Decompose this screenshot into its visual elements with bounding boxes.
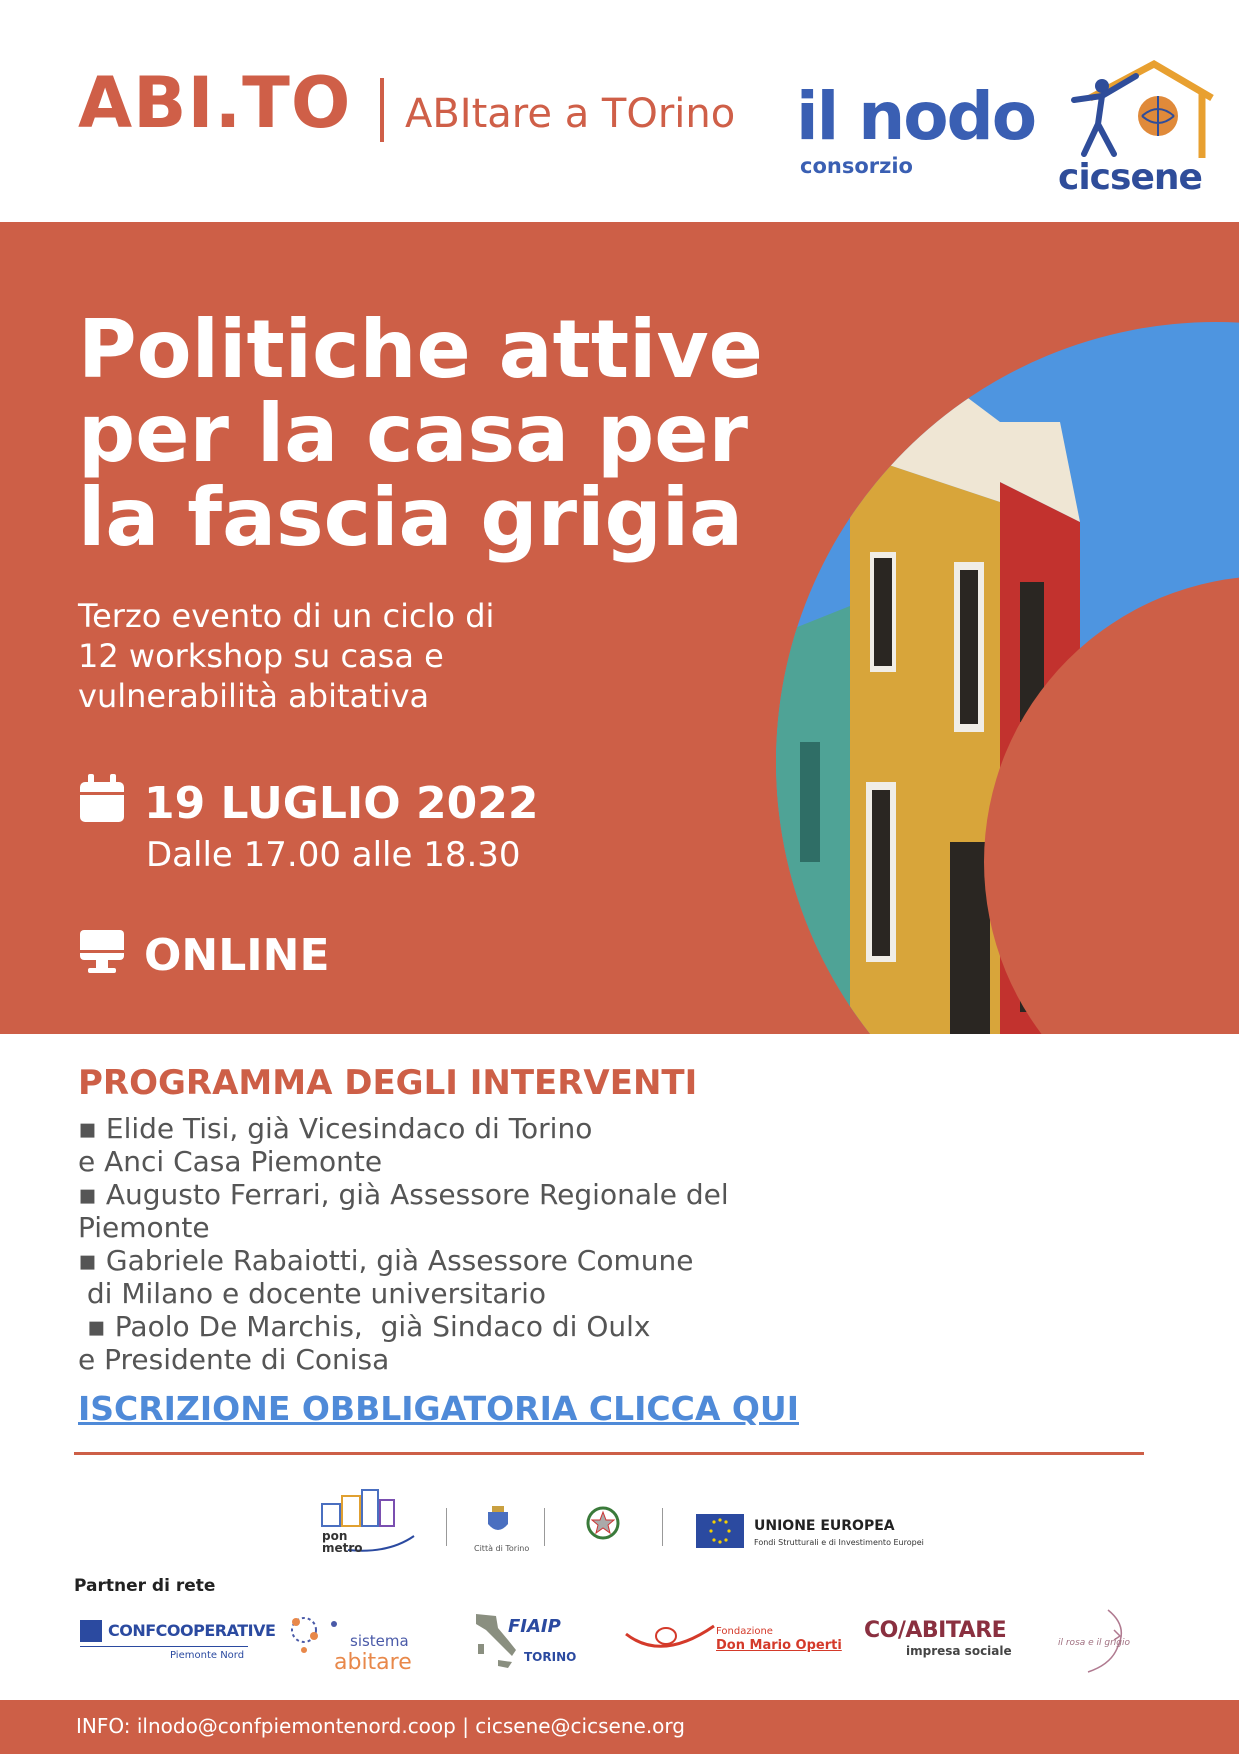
italian-republic-emblem-icon [586,1506,620,1540]
event-subtitle: Terzo evento di un ciclo di 12 workshop su casa e vulnerabilità abitativa [78,597,495,715]
header [0,0,1239,222]
speaker-line: ▪ Elide Tisi, già Vicesindaco di Torino [78,1112,593,1145]
logo-divider [662,1508,663,1546]
il-nodo-subtitle: consorzio [800,154,913,178]
list-item [78,1310,778,1376]
footer [0,1700,1239,1754]
speaker-line: di Milano e docente universitario [78,1277,547,1310]
list-item [78,1244,778,1310]
section-divider [74,1452,1144,1455]
logo-divider [544,1508,545,1546]
fondazione-swoosh-icon [622,1622,718,1658]
rosa-grigio-label: il rosa e il grigio [1058,1638,1131,1648]
event-title: Politiche attive per la casa per la fascia grigia [78,303,763,564]
coabitare-subtitle: impresa sociale [906,1644,1012,1658]
event-date: 19 LUGLIO 2022 [144,778,539,829]
list-item [78,1178,778,1244]
logo-divider [446,1508,447,1546]
fondazione-label: Fondazione [716,1626,773,1637]
partner-logos [0,1602,1239,1682]
computer-icon [78,928,126,974]
speaker-list [78,1112,778,1376]
speaker-line: e Presidente di Conisa [78,1343,390,1376]
institutional-logos [0,1488,1239,1568]
confcooperative-logo: CONFCOOPERATIVE [108,1621,276,1640]
don-mario-operti-label: Don Mario Operti [716,1638,842,1653]
fiaip-logo: FIAIP [508,1616,561,1637]
eu-title: UNIONE EUROPEA [754,1518,895,1534]
confcooperative-subtitle: Piemonte Nord [170,1650,245,1661]
abito-tagline: ABItare a TOrino [405,91,736,137]
list-item [78,1112,778,1178]
registration-link[interactable]: ISCRIZIONE OBBLIGATORIA CLICCA QUI [78,1389,799,1428]
speaker-line: e Anci Casa Piemonte [78,1145,383,1178]
fiaip-subtitle: TORINO [524,1650,577,1664]
brand-divider [380,78,384,142]
pon-metro-label: pon metro [322,1529,363,1555]
contact-info: INFO: ilnodo@confpiemontenord.coop | cicsene@cicsene.org [76,1714,685,1738]
program-title: PROGRAMMA DEGLI INTERVENTI [78,1063,698,1103]
partner-label: Partner di rete [74,1576,216,1596]
event-location: ONLINE [144,930,330,981]
speaker-line: Piemonte [78,1211,210,1244]
speaker-line: ▪ Paolo De Marchis, già Sindaco di Oulx [78,1310,651,1343]
confcooperative-underline [80,1646,248,1647]
abito-logo: ABI.TO [78,62,352,144]
event-time: Dalle 17.00 alle 18.30 [146,835,521,875]
citta-di-torino-label: Città di Torino [474,1544,530,1553]
speaker-line: ▪ Augusto Ferrari, già Assessore Regionale del [78,1178,729,1211]
speaker-line: ▪ Gabriele Rabaiotti, già Assessore Comune [78,1244,694,1277]
cicsene-logo: cicsene [1058,157,1202,198]
abitare-label: abitare [334,1650,412,1675]
coabitare-logo: CO/ABITARE [864,1618,1007,1643]
il-nodo-logo: il nodo [796,78,1036,155]
sistema-label: sistema [350,1632,409,1650]
cicsene-house-icon [1062,58,1222,168]
eu-flag-icon [696,1514,744,1548]
hero-band [0,222,1239,1034]
calendar-icon [78,774,126,824]
confcooperative-icon [80,1620,102,1642]
eu-subtitle: Fondi Strutturali e di Investimento Europei [754,1538,924,1547]
torino-crest-icon [486,1506,510,1536]
